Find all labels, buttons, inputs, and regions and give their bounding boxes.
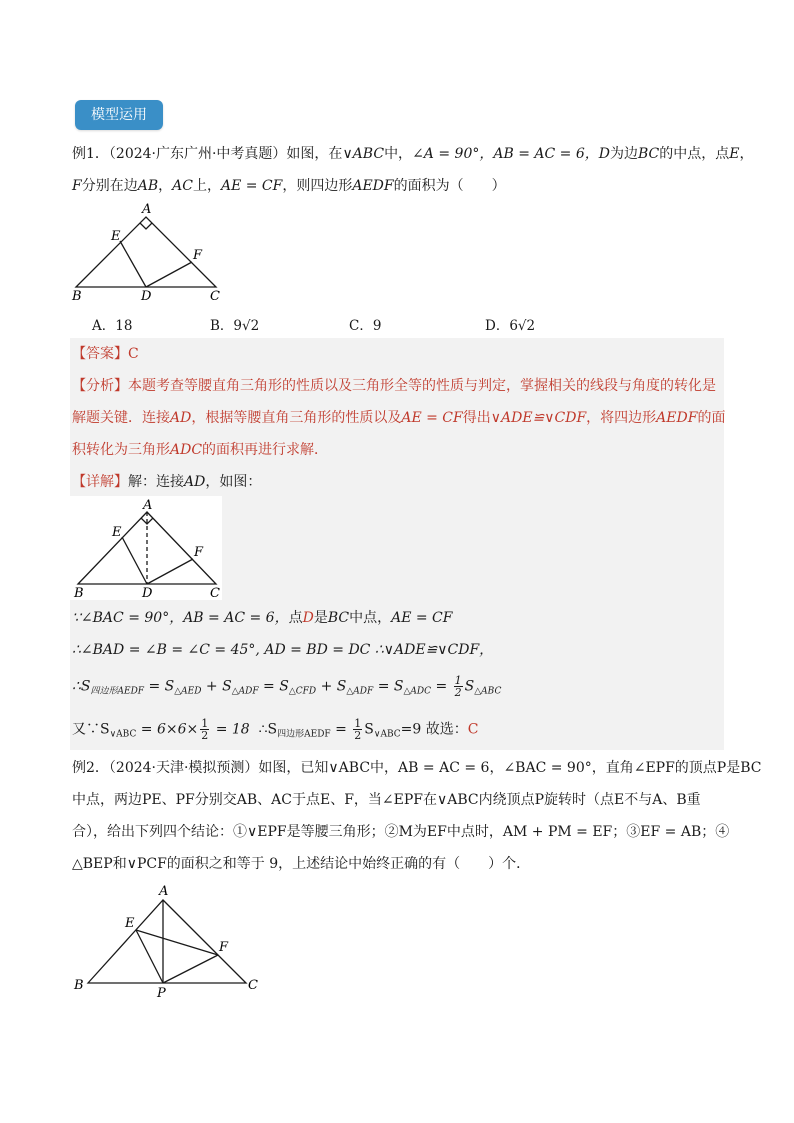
ex2-label-e: E xyxy=(125,916,135,931)
ex1-question-line2: F分别在边AB，AC上，AE = CF，则四边形AEDF的面积为（ ） xyxy=(72,178,506,194)
ex2-label-f: F xyxy=(219,940,229,955)
detail-label-d: D xyxy=(142,586,153,600)
option-b: B．9√2 xyxy=(210,318,260,334)
ex2-label-b: B xyxy=(74,978,84,993)
ex1-label-a: A xyxy=(142,202,152,217)
option-a: A．18 xyxy=(92,318,133,334)
detail-label-e: E xyxy=(112,525,122,540)
option-d: D．6√2 xyxy=(485,318,536,334)
ex2-label-a: A xyxy=(159,884,169,899)
option-c: C．9 xyxy=(349,318,382,334)
ex2-label-p: P xyxy=(157,986,166,1000)
ex2-label-c: C xyxy=(248,978,258,993)
ex1-question-line1: 例1．（2024·广东广州·中考真题）如图，在∨ABC中，∠A = 90°，AB = AC = 6，D为边BC的中点，点E， xyxy=(72,146,754,162)
section-tag: 模型运用 xyxy=(75,100,163,130)
ex1-label-e: E xyxy=(111,229,121,244)
ex2-line1: 例2．（2024·天津·模拟预测）如图，已知∨ABC中，AB = AC = 6，∠BAC = 90°，直角∠EPF的顶点P是BC xyxy=(72,760,762,776)
ex2-line4: △BEP和∨PCF的面积之和等于 9，上述结论中始终正确的有（ ）个． xyxy=(72,856,531,872)
step2-line: ∴∠BAD = ∠B = ∠C = 45°, AD = BD = DC ∴∨ADE≌∨CDF， xyxy=(72,642,494,658)
analysis-line2: 解题关键．连接AD，根据等腰直角三角形的性质以及AE = CF得出∨ADE≌∨CDF，将四边形AEDF的面 xyxy=(72,410,726,426)
ex1-triangle-figure xyxy=(68,200,228,305)
detail-label-a: A xyxy=(143,498,153,513)
detail-label-c: C xyxy=(210,586,220,600)
answer-line: 【答案】C xyxy=(72,346,139,362)
ex1-label-f: F xyxy=(193,248,203,263)
detail-line: 【详解】解：连接AD，如图： xyxy=(72,474,262,490)
ex1-label-d: D xyxy=(141,289,152,304)
ex2-line2: 中点，两边PE、PF分别交AB、AC于点E、F，当∠EPF在∨ABC内绕顶点P旋转时（点E不与A、B重 xyxy=(72,792,701,808)
ex1-label-c: C xyxy=(210,289,220,304)
step4-line: 又$\because S_{\vee ABC} = 6\times 6\times$ $\frac{1}{2}$ = 18 $\therefore S_{四边形AEDF}$ = $\frac{1}{2}$ $S_{\vee ABC}=9$ 故选：C xyxy=(72,717,479,742)
step1-line: ∵∠BAC = 90°，AB = AC = 6，点D是BC中点，AE = CF xyxy=(72,610,453,626)
detail-label-f: F xyxy=(194,545,204,560)
ex1-label-b: B xyxy=(72,289,82,304)
ex2-line3: 合），给出下列四个结论：①∨EPF是等腰三角形；②M为EF中点时，AM + PM = EF；③EF = AB；④ xyxy=(72,824,730,840)
step3-line: $\therefore S_{四边形AEDF} = S_{\triangle AED} + S_{\triangle ADF} = S_{\triangle CFD} + S_{\triangle ADF} = S_{\triangle ADC}$ = $\frac{1}{2}$ $S_{\triangle ABC}$ xyxy=(72,674,502,699)
analysis-line3: 积转化为三角形ADC的面积再进行求解． xyxy=(72,442,329,458)
detail-label-b: B xyxy=(74,586,84,600)
ex2-triangle-figure xyxy=(68,880,268,1000)
analysis-line1: 【分析】本题考查等腰直角三角形的性质以及三角形全等的性质与判定，掌握相关的线段与角度的转化是 xyxy=(72,378,716,394)
detail-triangle-figure xyxy=(70,496,222,600)
